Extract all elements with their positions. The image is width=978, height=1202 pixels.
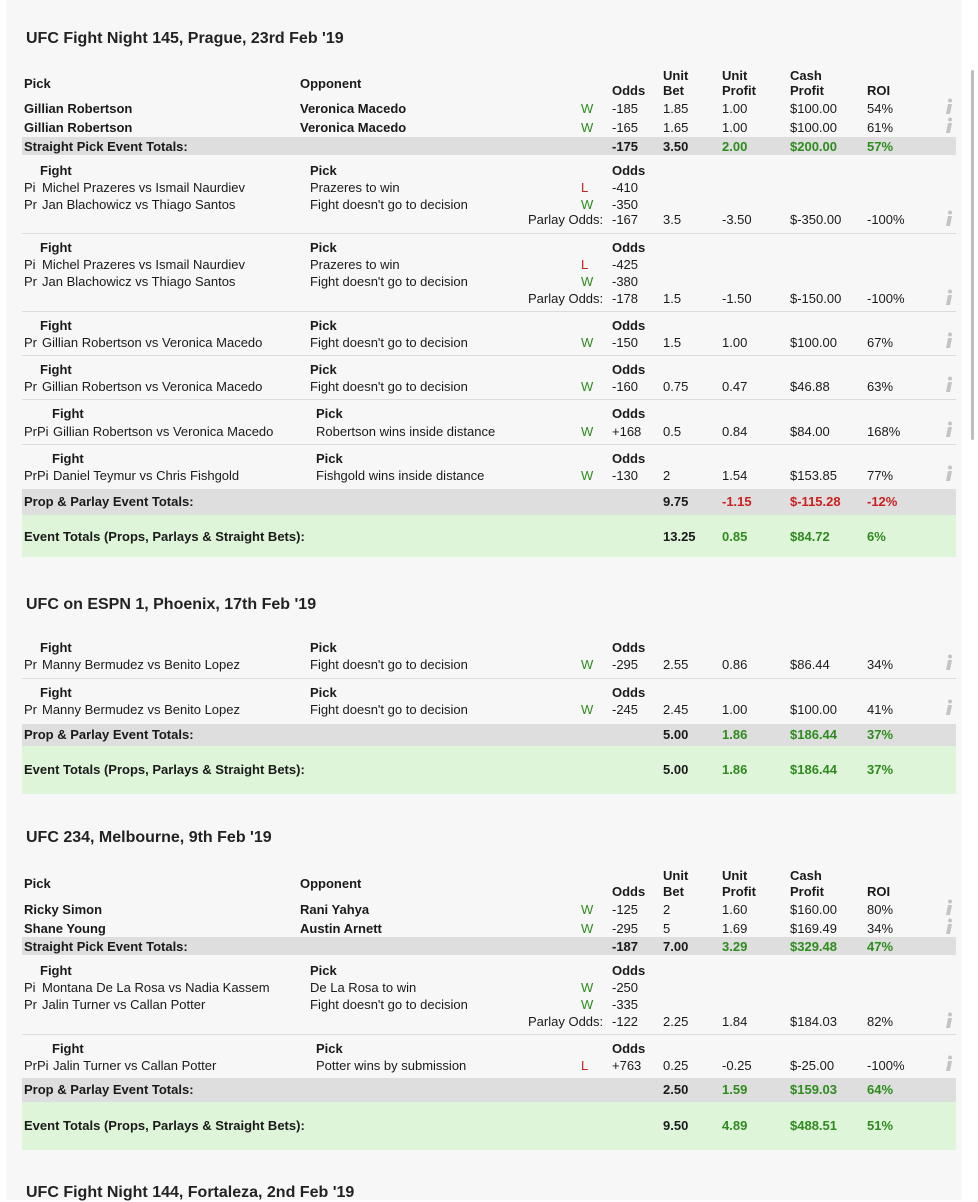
totals-cash-profit: $-115.28: [790, 494, 841, 509]
col-header-pick: Pick: [24, 76, 51, 91]
col-header-unit-profit-2: Profit: [722, 83, 756, 98]
info-icon[interactable]: [942, 98, 956, 116]
col-header-fight: Fight: [40, 163, 72, 178]
fight-name: Michel Prazeres vs Ismail Naurdiev: [42, 180, 246, 195]
bet-type-code: Pi: [24, 180, 36, 195]
fight-name: Manny Bermudez vs Benito Lopez: [42, 657, 240, 672]
unit-profit: -0.25: [722, 1058, 752, 1073]
col-header-pick: Pick: [316, 1041, 343, 1056]
cash-profit: $-350.00: [790, 212, 842, 227]
unit-profit: 1.00: [722, 101, 748, 116]
col-header-unit-profit: Unit: [722, 868, 748, 883]
pick-text: Fight doesn't go to decision: [310, 379, 468, 394]
col-header-pick: Pick: [310, 240, 337, 255]
unit-profit: 0.47: [722, 379, 748, 394]
result-win: W: [581, 120, 594, 135]
unit-bet: 2.45: [663, 702, 689, 717]
odds: -425: [612, 257, 639, 272]
parlay-odds: -122: [612, 1014, 639, 1029]
cash-profit: $100.00: [790, 702, 837, 717]
cash-profit: $-150.00: [790, 291, 842, 306]
totals-unit-profit: 1.86: [722, 727, 748, 742]
totals-roi: 37%: [867, 727, 894, 742]
cash-profit: $160.00: [790, 902, 837, 917]
fight-name: Jalin Turner vs Callan Potter: [42, 997, 206, 1012]
unit-bet: 5: [663, 921, 671, 936]
result-loss: L: [581, 1058, 589, 1073]
cash-profit: $-25.00: [790, 1058, 835, 1073]
col-header-odds: Odds: [612, 406, 646, 421]
result-win: W: [581, 274, 594, 289]
totals-unit-bet: 2.50: [663, 1082, 689, 1097]
col-header-odds: Odds: [612, 318, 646, 333]
odds: -125: [612, 902, 639, 917]
totals-unit-profit: 1.59: [722, 1082, 748, 1097]
totals-roi: 47%: [867, 939, 894, 954]
odds: -185: [612, 101, 639, 116]
cash-profit: $184.03: [790, 1014, 837, 1029]
divider: [22, 678, 956, 679]
col-header-unit-profit: Unit: [722, 68, 748, 83]
col-header-odds: Odds: [612, 685, 646, 700]
opponent-name: Austin Arnett: [300, 921, 382, 936]
unit-bet: 0.5: [663, 424, 682, 439]
unit-profit: 1.00: [722, 702, 748, 717]
odds: -245: [612, 702, 639, 717]
result-win: W: [581, 424, 594, 439]
roi: 41%: [867, 702, 894, 717]
unit-bet: 2: [663, 468, 671, 483]
event-totals-unit-profit: 4.89: [722, 1118, 748, 1133]
col-header-fight: Fight: [40, 685, 72, 700]
parlay-odds-label: Parlay Odds:: [528, 1014, 604, 1029]
parlay-odds: -167: [612, 212, 639, 227]
bet-type-code: Pr: [24, 657, 37, 672]
col-header-odds: Odds: [612, 240, 646, 255]
opponent-name: Rani Yahya: [300, 902, 370, 917]
odds: -130: [612, 468, 639, 483]
scrollbar-thumb[interactable]: [971, 70, 974, 440]
totals-roi: -12%: [867, 494, 898, 509]
col-header-unit-profit-2: Profit: [722, 884, 756, 899]
pick-text: Potter wins by submission: [316, 1058, 467, 1073]
fight-name: Manny Bermudez vs Benito Lopez: [42, 702, 240, 717]
bet-type-code: PrPi: [24, 1058, 49, 1073]
odds: -160: [612, 379, 639, 394]
event-totals-label: Event Totals (Props, Parlays & Straight Bets):: [24, 529, 305, 544]
cash-profit: $169.49: [790, 921, 837, 936]
event-totals-unit-bet: 13.25: [663, 529, 696, 544]
odds: -335: [612, 997, 639, 1012]
unit-bet: 2: [663, 902, 671, 917]
col-header-cash-profit: Cash: [790, 68, 822, 83]
event-title: UFC Fight Night 145, Prague, 23rd Feb '19: [26, 30, 344, 47]
result-win: W: [581, 379, 594, 394]
divider: [22, 399, 956, 400]
event-title: UFC Fight Night 144, Fortaleza, 2nd Feb '19: [26, 1184, 355, 1201]
bet-type-code: Pr: [24, 274, 37, 289]
bet-type-code: Pi: [24, 980, 36, 995]
fight-name: Jalin Turner vs Callan Potter: [53, 1058, 217, 1073]
roi: 77%: [867, 468, 894, 483]
col-header-fight: Fight: [52, 406, 84, 421]
totals-odds: -175: [612, 139, 639, 154]
divider: [22, 444, 956, 445]
col-header-pick: Pick: [310, 163, 337, 178]
col-header-unit-bet-2: Bet: [663, 83, 684, 98]
unit-profit: 0.86: [722, 657, 748, 672]
result-win: W: [581, 468, 594, 483]
roi: 82%: [867, 1014, 894, 1029]
col-header-pick: Pick: [24, 876, 51, 891]
roi: 34%: [867, 921, 894, 936]
pick-text: Fight doesn't go to decision: [310, 657, 468, 672]
event-title: UFC 234, Melbourne, 9th Feb '19: [26, 829, 272, 846]
info-icon[interactable]: [942, 117, 956, 135]
info-icon[interactable]: [942, 1012, 956, 1030]
roi: -100%: [867, 212, 905, 227]
fight-name: Gillian Robertson vs Veronica Macedo: [42, 335, 263, 350]
unit-profit: 1.60: [722, 902, 748, 917]
col-header-odds: Odds: [612, 640, 646, 655]
unit-bet: 1.5: [663, 335, 682, 350]
result-win: W: [581, 921, 594, 936]
pick-name: Gillian Robertson: [24, 101, 133, 116]
pick-text: Robertson wins inside distance: [316, 424, 496, 439]
col-header-fight: Fight: [40, 963, 72, 978]
straight-totals-label: Straight Pick Event Totals:: [24, 139, 188, 154]
unit-profit: 1.00: [722, 335, 748, 350]
pick-name: Gillian Robertson: [24, 120, 133, 135]
col-header-odds: Odds: [612, 963, 646, 978]
totals-cash-profit: $186.44: [790, 727, 837, 742]
opponent-name: Veronica Macedo: [300, 101, 407, 116]
fight-name: Montana De La Rosa vs Nadia Kassem: [42, 980, 270, 995]
event-totals-cash-profit: $186.44: [790, 762, 837, 777]
bet-type-code: Pi: [24, 257, 36, 272]
totals-cash-profit: $159.03: [790, 1082, 837, 1097]
totals-roi: 64%: [867, 1082, 894, 1097]
fight-name: Jan Blachowicz vs Thiago Santos: [42, 197, 236, 212]
col-header-fight: Fight: [40, 318, 72, 333]
odds: -150: [612, 335, 639, 350]
unit-bet: 1.5: [663, 291, 682, 306]
fight-name: Jan Blachowicz vs Thiago Santos: [42, 274, 236, 289]
odds: -295: [612, 921, 639, 936]
cash-profit: $100.00: [790, 335, 837, 350]
result-win: W: [581, 197, 594, 212]
roi: 80%: [867, 902, 894, 917]
totals-unit-bet: 3.50: [663, 139, 689, 154]
bet-type-code: Pr: [24, 335, 37, 350]
pick-text: Fight doesn't go to decision: [310, 274, 468, 289]
totals-cash-profit: $329.48: [790, 939, 837, 954]
roi: 63%: [867, 379, 894, 394]
cash-profit: $100.00: [790, 120, 837, 135]
cash-profit: $84.00: [790, 424, 830, 439]
col-header-fight: Fight: [52, 1041, 84, 1056]
col-header-unit-bet: Unit: [663, 68, 689, 83]
totals-unit-bet: 9.75: [663, 494, 689, 509]
event-totals-unit-bet: 9.50: [663, 1118, 689, 1133]
unit-profit: 1.84: [722, 1014, 748, 1029]
cash-profit: $153.85: [790, 468, 837, 483]
col-header-roi: ROI: [867, 884, 891, 899]
col-header-fight: Fight: [40, 362, 72, 377]
col-header-cash-profit: Cash: [790, 868, 822, 883]
col-header-fight: Fight: [52, 451, 84, 466]
result-win: W: [581, 902, 594, 917]
info-icon[interactable]: [942, 332, 956, 350]
odds: +763: [612, 1058, 642, 1073]
event-totals-cash-profit: $488.51: [790, 1118, 837, 1133]
roi: 54%: [867, 101, 894, 116]
bet-type-code: PrPi: [24, 424, 49, 439]
col-header-odds: Odds: [612, 884, 646, 899]
pick-text: Fight doesn't go to decision: [310, 702, 468, 717]
unit-profit: 0.84: [722, 424, 748, 439]
col-header-roi: ROI: [867, 83, 891, 98]
unit-bet: 1.85: [663, 101, 689, 116]
totals-cash-profit: $200.00: [790, 139, 837, 154]
col-header-unit-bet-2: Bet: [663, 884, 684, 899]
col-header-cash-profit-2: Profit: [790, 884, 824, 899]
event-totals-unit-profit: 1.86: [722, 762, 748, 777]
totals-unit-profit: 2.00: [722, 139, 748, 154]
pick-text: Fight doesn't go to decision: [310, 997, 468, 1012]
info-icon[interactable]: [942, 699, 956, 717]
roi: -100%: [867, 1058, 905, 1073]
result-loss: L: [581, 257, 589, 272]
fight-name: Gillian Robertson vs Veronica Macedo: [53, 424, 274, 439]
odds: -165: [612, 120, 639, 135]
prop-parlay-totals-label: Prop & Parlay Event Totals:: [24, 727, 194, 742]
totals-unit-profit: 3.29: [722, 939, 748, 954]
fight-name: Gillian Robertson vs Veronica Macedo: [42, 379, 263, 394]
unit-bet: 3.5: [663, 212, 682, 227]
prop-parlay-totals-label: Prop & Parlay Event Totals:: [24, 1082, 194, 1097]
parlay-odds-label: Parlay Odds:: [528, 212, 604, 227]
unit-profit: 1.00: [722, 120, 748, 135]
opponent-name: Veronica Macedo: [300, 120, 407, 135]
col-header-pick: Pick: [316, 406, 343, 421]
pick-text: Fight doesn't go to decision: [310, 335, 468, 350]
info-icon[interactable]: [942, 289, 956, 307]
result-win: W: [581, 657, 594, 672]
totals-unit-profit: -1.15: [722, 494, 752, 509]
roi: 34%: [867, 657, 894, 672]
pick-name: Shane Young: [24, 921, 106, 936]
straight-totals-label: Straight Pick Event Totals:: [24, 939, 188, 954]
info-icon[interactable]: [942, 421, 956, 439]
divider: [22, 355, 956, 356]
unit-bet: 2.25: [663, 1014, 689, 1029]
event-totals-roi: 37%: [867, 762, 894, 777]
pick-text: De La Rosa to win: [310, 980, 417, 995]
unit-bet: 1.65: [663, 120, 689, 135]
divider: [22, 311, 956, 312]
unit-bet: 0.75: [663, 379, 689, 394]
cash-profit: $86.44: [790, 657, 830, 672]
result-loss: L: [581, 180, 589, 195]
bet-type-code: Pr: [24, 197, 37, 212]
info-icon[interactable]: [942, 376, 956, 394]
roi: -100%: [867, 291, 905, 306]
cash-profit: $100.00: [790, 101, 837, 116]
odds: -250: [612, 980, 639, 995]
col-header-pick: Pick: [310, 640, 337, 655]
col-header-odds: Odds: [612, 163, 646, 178]
col-header-pick: Pick: [310, 963, 337, 978]
cash-profit: $46.88: [790, 379, 830, 394]
event-totals-cash-profit: $84.72: [790, 529, 830, 544]
event-totals-label: Event Totals (Props, Parlays & Straight Bets):: [24, 762, 305, 777]
event-totals-roi: 51%: [867, 1118, 894, 1133]
info-icon[interactable]: [942, 918, 956, 936]
totals-roi: 57%: [867, 139, 894, 154]
col-header-opponent: Opponent: [300, 876, 362, 891]
event-totals-label: Event Totals (Props, Parlays & Straight Bets):: [24, 1118, 305, 1133]
info-icon[interactable]: [942, 465, 956, 483]
col-header-fight: Fight: [40, 240, 72, 255]
col-header-odds: Odds: [612, 1041, 646, 1056]
unit-profit: 1.69: [722, 921, 748, 936]
col-header-unit-bet: Unit: [663, 868, 689, 883]
divider: [22, 233, 956, 234]
bet-type-code: PrPi: [24, 468, 49, 483]
unit-profit: -3.50: [722, 212, 752, 227]
pick-name: Ricky Simon: [24, 902, 103, 917]
pick-text: Prazeres to win: [310, 180, 400, 195]
roi: 67%: [867, 335, 894, 350]
info-icon[interactable]: [942, 899, 956, 917]
odds: -410: [612, 180, 639, 195]
col-header-pick: Pick: [310, 685, 337, 700]
pick-text: Fishgold wins inside distance: [316, 468, 485, 483]
result-win: W: [581, 335, 594, 350]
event-title: UFC on ESPN 1, Phoenix, 17th Feb '19: [26, 596, 317, 613]
col-header-pick: Pick: [310, 318, 337, 333]
event-totals-unit-profit: 0.85: [722, 529, 748, 544]
result-win: W: [581, 101, 594, 116]
event-totals-unit-bet: 5.00: [663, 762, 689, 777]
col-header-odds: Odds: [612, 83, 646, 98]
unit-profit: 1.54: [722, 468, 748, 483]
fight-name: Daniel Teymur vs Chris Fishgold: [53, 468, 240, 483]
parlay-odds-label: Parlay Odds:: [528, 291, 604, 306]
bet-type-code: Pr: [24, 379, 37, 394]
fight-name: Michel Prazeres vs Ismail Naurdiev: [42, 257, 246, 272]
totals-unit-bet: 7.00: [663, 939, 689, 954]
pick-text: Fight doesn't go to decision: [310, 197, 468, 212]
divider: [22, 1034, 956, 1035]
col-header-fight: Fight: [40, 640, 72, 655]
col-header-cash-profit-2: Profit: [790, 83, 824, 98]
bet-type-code: Pr: [24, 997, 37, 1012]
result-win: W: [581, 997, 594, 1012]
bet-type-code: Pr: [24, 702, 37, 717]
unit-profit: -1.50: [722, 291, 752, 306]
col-header-pick: Pick: [310, 362, 337, 377]
odds: +168: [612, 424, 642, 439]
scrollbar[interactable]: [964, 70, 978, 440]
roi: 168%: [867, 424, 901, 439]
parlay-odds: -178: [612, 291, 639, 306]
col-header-opponent: Opponent: [300, 76, 362, 91]
odds: -380: [612, 274, 639, 289]
info-icon[interactable]: [942, 1055, 956, 1073]
unit-bet: 2.55: [663, 657, 689, 672]
totals-odds: -187: [612, 939, 639, 954]
result-win: W: [581, 980, 594, 995]
col-header-pick: Pick: [316, 451, 343, 466]
odds: -295: [612, 657, 639, 672]
roi: 61%: [867, 120, 894, 135]
totals-unit-bet: 5.00: [663, 727, 689, 742]
result-win: W: [581, 702, 594, 717]
prop-parlay-totals-label: Prop & Parlay Event Totals:: [24, 494, 194, 509]
info-icon[interactable]: [942, 210, 956, 228]
col-header-odds: Odds: [612, 362, 646, 377]
info-icon[interactable]: [942, 654, 956, 672]
col-header-odds: Odds: [612, 451, 646, 466]
event-totals-roi: 6%: [867, 529, 886, 544]
odds: -350: [612, 197, 639, 212]
pick-text: Prazeres to win: [310, 257, 400, 272]
unit-bet: 0.25: [663, 1058, 689, 1073]
